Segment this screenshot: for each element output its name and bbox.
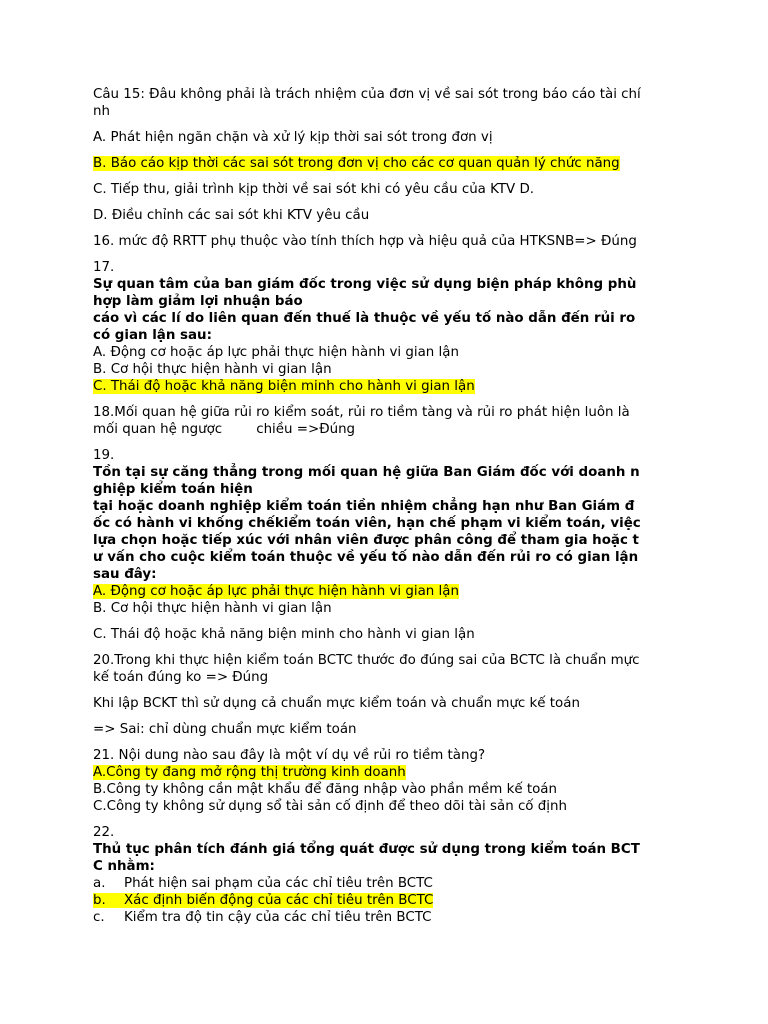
q22-option-b-highlighted	[93, 893, 433, 908]
q19-number: 19.	[93, 448, 115, 463]
q15-option-c-text: C. Tiếp thu, giải trình kịp thời về sai sót khi có yêu cầu của KTV D.	[93, 182, 535, 197]
q17-number: 17.	[93, 260, 115, 275]
q19-option-c: C. Thái độ hoặc khả năng biện minh cho hành vi gian lận	[93, 627, 475, 642]
q20-line-1: 20.Trong khi thực hiện kiểm toán BCTC thước đo đúng sai của BCTC là chuẩn mực	[93, 653, 640, 668]
q22-question-line: Thủ tục phân tích đánh giá tổng quát được sử dụng trong kiểm toán BCT	[93, 842, 640, 857]
question-16: 16. mức độ RRTT phụ thuộc vào tính thích hợp và hiệu quả của HTKSNB=> Đúng	[93, 234, 637, 249]
q15-option-a	[93, 129, 683, 146]
question-18	[93, 404, 683, 438]
q17-question-line: hợp làm giảm lợi nhuận báo	[93, 294, 303, 309]
question-21	[93, 747, 683, 815]
q17-option-a: A. Động cơ hoặc áp lực phải thực hiện hành vi gian lận	[93, 345, 459, 360]
q19-option-a-highlighted: A. Động cơ hoặc áp lực phải thực hiện hành vi gian lận	[93, 584, 459, 599]
q19-question-line: sau đây:	[93, 567, 157, 582]
q20-note: Khi lập BCKT thì sử dụng cả chuẩn mực kiểm toán và chuẩn mực kế toán	[93, 696, 580, 711]
question-15	[93, 86, 683, 224]
q19-question-line: lựa chọn hoặc tiếp xúc với nhân viên được phân công để tham gia hoặc t	[93, 533, 639, 548]
q15-option-d	[93, 207, 683, 224]
q22-option-a-label: a.	[93, 876, 106, 891]
question-22	[93, 824, 683, 926]
q17-option-b: B. Cơ hội thực hiện hành vi gian lận	[93, 362, 332, 377]
q20-answer: => Sai: chỉ dùng chuẩn mực kiểm toán	[93, 722, 357, 737]
q17-option-c-highlighted: C. Thái độ hoặc khả năng biện minh cho hành vi gian lận	[93, 379, 475, 394]
q21-option-c: C.Công ty không sử dụng sổ tài sản cố định để theo dõi tài sản cố định	[93, 799, 567, 814]
q17-question-line: có gian lận sau:	[93, 328, 212, 343]
q21-option-b: B.Công ty không cần mật khẩu để đăng nhập vào phần mềm kế toán	[93, 782, 557, 797]
q22-option-b-text: Xác định biến động của các chỉ tiêu trên BCTC	[124, 893, 434, 908]
q20-line-2: kế toán đúng ko => Đúng	[93, 670, 269, 685]
q22-option-c-text: Kiểm tra độ tin cậy của các chỉ tiêu trên BCTC	[124, 910, 432, 925]
q15-line-1: Câu 15: Đâu không phải là trách nhiệm của đơn vị về sai sót trong báo cáo tài chí	[93, 87, 641, 102]
q19-question-line: ốc có hành vi khống chếkiểm toán viên, hạn chế phạm vi kiểm toán, việc	[93, 516, 641, 531]
question-19	[93, 447, 683, 643]
q21-option-a-highlighted: A.Công ty đang mở rộng thị trường kinh doanh	[93, 765, 406, 780]
q18-line-1: 18.Mối quan hệ giữa rủi ro kiểm soát, rủi ro tiềm tàng và rủi ro phát hiện luôn là	[93, 405, 630, 420]
q17-question-line: cáo vì các lí do liên quan đến thuế là thuộc về yếu tố nào dẫn đến rủi ro	[93, 311, 636, 326]
q22-option-c-label: c.	[93, 910, 105, 925]
q21-question: 21. Nội dung nào sau đây là một ví dụ về rủi ro tiềm tàng?	[93, 748, 486, 763]
q22-option-b-label: b.	[93, 893, 106, 908]
q15-option-d-text: D. Điều chỉnh các sai sót khi KTV yêu cầu	[93, 208, 370, 223]
q18-line-2: mối quan hệ ngược chiều =>Đúng	[93, 422, 356, 437]
q19-question-line: ư vấn cho cuộc kiểm toán thuộc về yếu tố nào dẫn đến rủi ro có gian lận	[93, 550, 639, 565]
q19-option-a	[93, 583, 683, 600]
q19-question-line: ghiệp kiểm toán hiện	[93, 482, 253, 497]
q22-number: 22.	[93, 825, 115, 840]
q22-question-line: C nhằm:	[93, 859, 155, 874]
q19-question-line: tại hoặc doanh nghiệp kiểm toán tiền nhiệm chẳng hạn như Ban Giám đ	[93, 499, 635, 514]
q19-question-line: Tồn tại sự căng thẳng trong mối quan hệ giữa Ban Giám đốc với doanh n	[93, 465, 640, 480]
q22-option-c	[93, 909, 683, 926]
q17-question-line: Sự quan tâm của ban giám đốc trong việc sử dụng biện pháp không phù	[93, 277, 637, 292]
q15-option-b-highlighted: B. Báo cáo kịp thời các sai sót trong đơn vị cho các cơ quan quản lý chức năng	[93, 156, 620, 171]
q22-option-a	[93, 875, 683, 892]
q17-option-c	[93, 378, 683, 395]
q15-option-b	[93, 155, 683, 172]
q15-option-c	[93, 181, 683, 198]
q22-option-b	[93, 892, 683, 909]
question-20	[93, 652, 683, 738]
q21-option-a	[93, 764, 683, 781]
q19-option-b: B. Cơ hội thực hiện hành vi gian lận	[93, 601, 332, 616]
q15-line-2: nh	[93, 104, 110, 119]
q15-option-a-text: A. Phát hiện ngăn chặn và xử lý kịp thời sai sót trong đơn vị	[93, 130, 493, 145]
document-page	[93, 86, 683, 926]
question-17	[93, 259, 683, 395]
q22-option-a-text: Phát hiện sai phạm của các chỉ tiêu trên BCTC	[124, 876, 433, 891]
